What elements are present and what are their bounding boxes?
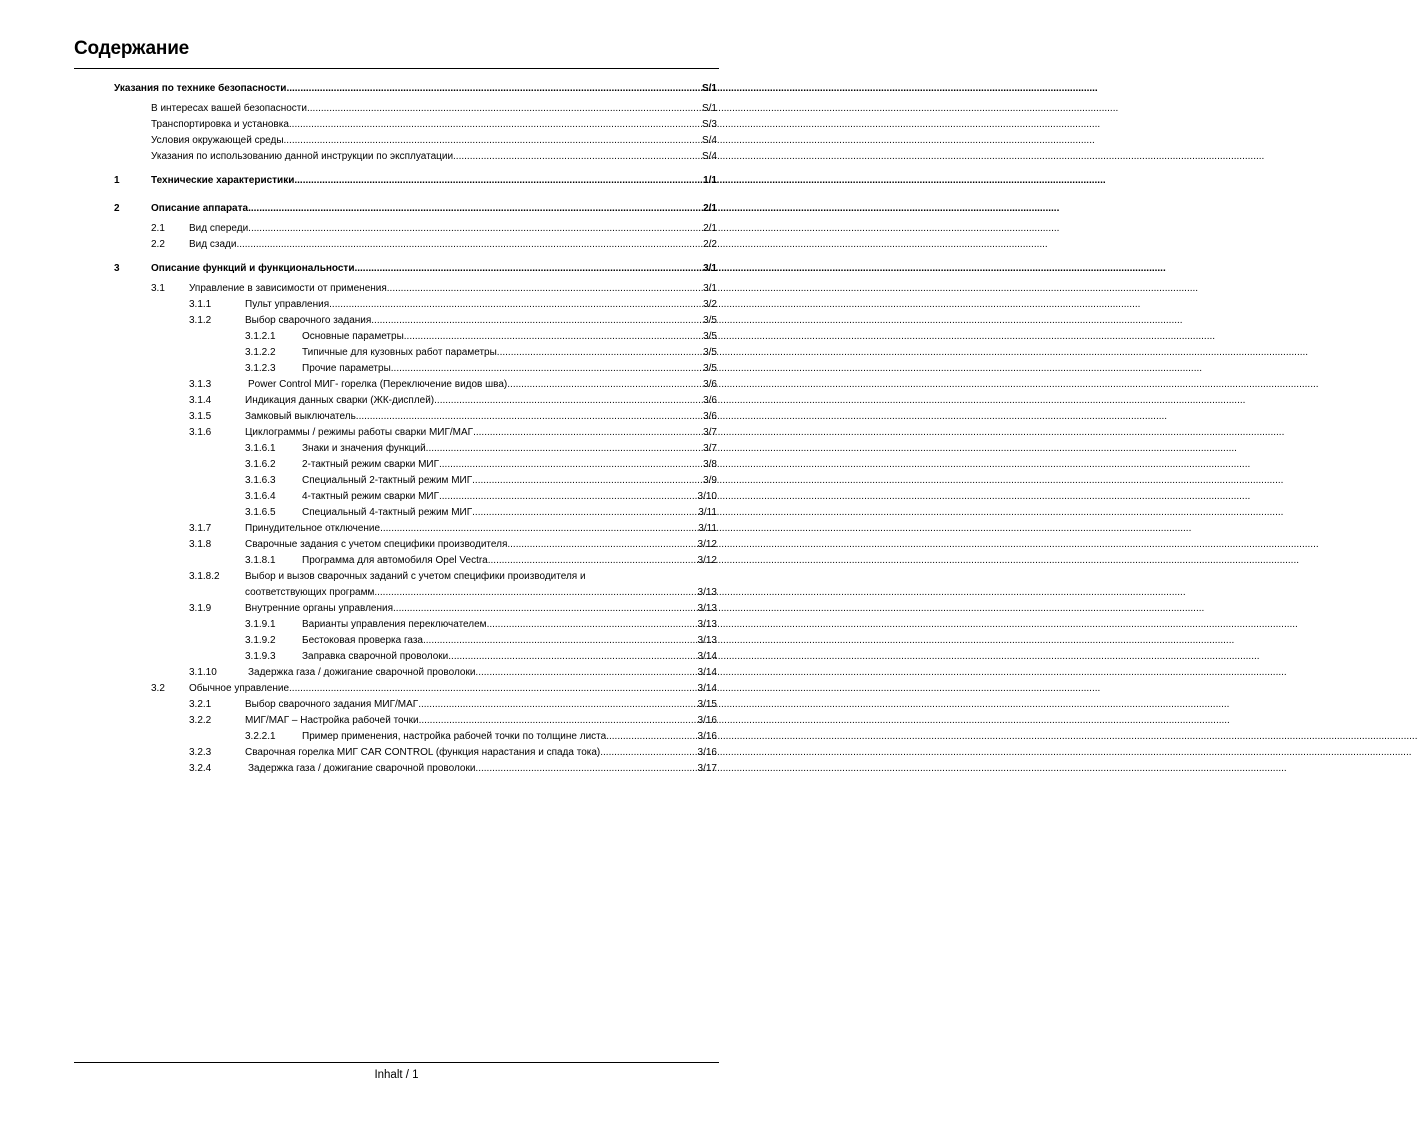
toc-entry[interactable] [245,362,717,376]
toc-entry[interactable] [189,522,717,536]
toc-entry[interactable] [151,282,717,296]
toc-entry[interactable] [245,474,717,488]
toc-entry-title: Указания по технике безопасности [114,83,287,94]
toc-entry-page: S/3 [701,119,717,130]
toc-entry-number: 3.2 [151,683,165,694]
toc-entry-page: 3/2 [703,299,717,310]
toc-entry-title: МИГ/МАГ – Настройка рабочей точки [245,715,419,726]
toc-entry-page: 3/17 [697,763,717,774]
toc-entry-title: 4-тактный режим сварки МИГ [302,491,439,502]
toc-entry-number: 3.1.2 [189,315,212,326]
toc-dot-leader [391,362,702,376]
toc-entry-page: 3/5 [703,347,717,358]
toc-dot-leader [472,474,702,488]
toc-entry[interactable] [189,714,717,728]
toc-entry-title: Варианты управления переключателем [302,619,487,630]
toc-entry-number: 3.1.4 [189,395,212,406]
toc-entry[interactable] [189,314,717,328]
toc-entry-title: Описание функций и функциональности [151,263,355,274]
toc-entry-title: 2-тактный режим сварки МИГ [302,459,439,470]
toc-entry-title: Сварочные задания с учетом специфики производителя [245,539,508,550]
toc-dot-leader [497,346,702,360]
toc-entry-page: 2/1 [703,223,717,234]
toc-entry-title: Знаки и значения функций [302,443,426,454]
toc-entry-title: Индикация данных сварки (ЖК-дисплей) [245,395,435,406]
toc-entry-page: 3/5 [703,315,717,326]
toc-dot-leader [284,134,701,148]
toc-entry-number: 2 [114,203,120,214]
toc-dot-leader [387,282,702,296]
toc-entry[interactable] [189,698,717,712]
toc-entry-page: 3/12 [697,555,717,566]
toc-entry[interactable] [151,222,717,236]
toc-entry[interactable] [245,442,717,456]
toc-entry[interactable] [151,150,717,164]
toc-entry-number: 3.1.6.2 [245,459,276,470]
toc-dot-leader [371,314,702,328]
toc-entry-title: Транспортировка и установка [151,119,289,130]
toc-dot-leader [475,666,696,680]
toc-entry-page: S/4 [701,151,717,162]
header-rule [74,68,719,69]
toc-entry[interactable] [245,506,717,520]
toc-entry-page: 3/13 [697,587,717,598]
toc-dot-leader [423,634,697,648]
toc-entry-title: Бестоковая проверка газа [302,635,423,646]
toc-entry-number: 3.1.2.2 [245,347,276,358]
toc-entry-page: 3/8 [703,459,717,470]
toc-entry-title: Задержка газа / дожигание сварочной проволоки [248,667,476,678]
toc-entry-title: Заправка сварочной проволоки [302,651,449,662]
toc-entry-page: 3/6 [703,379,717,390]
toc-entry[interactable] [189,602,717,616]
toc-dot-leader [380,522,697,536]
toc-entry-title: Выбор сварочного задания [245,315,372,326]
toc-entry-number: 3.2.1 [189,699,212,710]
toc-dot-leader [418,698,696,712]
toc-entry-number: 3.1.7 [189,523,212,534]
toc-entry[interactable] [151,118,717,132]
toc-entry-title: Задержка газа / дожигание сварочной проволоки [248,763,476,774]
toc-dot-leader [286,82,701,96]
toc-entry[interactable] [114,174,717,188]
toc-entry-title: Сварочная горелка МИГ CAR CONTROL (функция нарастания и спада тока) [245,747,601,758]
toc-entry-page: 3/12 [697,539,717,550]
toc-entry[interactable] [245,586,717,600]
toc-dot-leader [472,506,697,520]
toc-dot-leader [294,174,702,188]
toc-entry-page: 3/14 [697,683,717,694]
toc-dot-leader [393,602,697,616]
toc-entry-title: Пульт управления [245,299,330,310]
toc-entry[interactable] [189,394,717,408]
toc-entry-title: Специальный 4-тактный режим МИГ [302,507,473,518]
toc-entry[interactable] [189,378,717,392]
toc-dot-leader [606,730,696,744]
toc-entry-title: Внутренние органы управления [245,603,394,614]
toc-entry-page: S/4 [701,135,717,146]
toc-entry-title: Выбор сварочного задания МИГ/МАГ [245,699,419,710]
toc-entry[interactable] [245,346,717,360]
toc-dot-leader [448,650,696,664]
toc-entry-number: 2.2 [151,239,165,250]
toc-dot-leader [289,118,701,132]
toc-entry[interactable] [245,650,717,664]
toc-entry-number: 3.2.3 [189,747,212,758]
toc-entry-number: 1 [114,175,120,186]
toc-entry-page: 3/11 [698,507,717,518]
toc-dot-leader [439,458,702,472]
toc-entry-page: 3/11 [698,523,717,534]
toc-entry-page: 3/5 [703,331,717,342]
toc-entry-page: 3/16 [697,731,717,742]
toc-entry-title: Специальный 2-тактный режим МИГ [302,475,473,486]
toc-entry-title: В интересах вашей безопасности [151,103,307,114]
toc-entry-page: 3/16 [697,747,717,758]
toc-entry-title: Прочие параметры [302,363,391,374]
toc-entry-page: 3/13 [697,635,717,646]
toc-entry[interactable] [245,490,717,504]
toc-dot-leader [473,426,702,440]
toc-entry[interactable] [114,82,717,96]
toc-entry[interactable] [189,570,717,584]
toc-entry-number: 3.2.2.1 [245,731,276,742]
toc-entry[interactable] [189,762,717,776]
toc-entry-page: 3/5 [703,363,717,374]
toc-entry[interactable] [245,330,717,344]
toc-entry[interactable] [245,634,717,648]
toc-dot-leader [248,202,702,216]
toc-entry-page: 3/13 [697,603,717,614]
toc-dot-leader [488,554,697,568]
toc-entry-number: 3.1.6.4 [245,491,276,502]
toc-entry-title: Обычное управление [189,683,290,694]
toc-dot-leader [507,378,702,392]
toc-entry-title: Принудительное отключение [245,523,381,534]
toc-entry-title: соответствующих программ [245,587,375,598]
toc-entry[interactable] [189,538,717,552]
toc-dot-leader [426,442,702,456]
toc-entry-page: 3/7 [703,443,717,454]
toc-entry-title: Замковый выключатель [245,411,356,422]
toc-entry[interactable] [189,298,717,312]
toc-entry-title: Программа для автомобиля Opel Vectra [302,555,488,566]
toc-entry-page: 3/16 [697,715,717,726]
toc-entry[interactable] [189,410,717,424]
page-title: Содержание [74,38,190,59]
toc-entry-title: Power Control МИГ- горелка (Переключение видов шва) [248,379,508,390]
toc-dot-leader [374,586,696,600]
toc-entry-number: 3.1.1 [189,299,212,310]
toc-entry-page: S/1 [701,103,717,114]
toc-entry-page: 3/14 [697,651,717,662]
toc-entry-title: Управление в зависимости от применения [189,283,387,294]
toc-entry-title: Описание аппарата [151,203,249,214]
toc-entry-number: 3.2.4 [189,763,212,774]
toc-entry-title: Выбор и вызов сварочных заданий с учетом специфики производителя и [245,571,586,582]
toc-entry-page: 3/6 [703,395,717,406]
toc-dot-leader [329,298,702,312]
toc-entry-number: 3.1 [151,283,165,294]
toc-entry-page: 3/7 [703,427,717,438]
toc-dot-leader [600,746,696,760]
toc-entry-page: 3/6 [703,411,717,422]
toc-entry-page: 3/9 [703,475,717,486]
toc-entry-title: Основные параметры [302,331,404,342]
toc-entry[interactable] [189,746,717,760]
toc-entry-number: 3.1.8.1 [245,555,276,566]
toc-entry-title: Типичные для кузовных работ параметры [302,347,497,358]
toc-entry[interactable] [245,730,717,744]
toc-dot-leader [236,238,702,252]
toc-entry-number: 3.1.3 [189,379,212,390]
toc-dot-leader [404,330,702,344]
toc-dot-leader [475,762,696,776]
toc-entry-title: Циклограммы / режимы работы сварки МИГ/МАГ [245,427,474,438]
toc-dot-leader [307,102,701,116]
toc-entry[interactable] [151,682,717,696]
toc-entry-page: 3/10 [697,491,717,502]
toc-entry-number: 2.1 [151,223,165,234]
toc-entry-page: 3/1 [703,283,717,294]
page-footer: Inhalt / 1 [374,1069,419,1081]
toc-dot-leader [434,394,702,408]
toc-entry-number: 3.1.2.3 [245,363,276,374]
toc-entry-number: 3.1.9 [189,603,212,614]
toc-dot-leader [419,714,697,728]
toc-entry-number: 3.1.9.3 [245,651,276,662]
toc-entry-page: 1/1 [703,175,717,186]
toc-entry[interactable] [189,426,717,440]
toc-entry[interactable] [151,238,717,252]
toc-entry-number: 3.1.6.1 [245,443,276,454]
toc-entry-number: 3.1.10 [189,667,217,678]
toc-entry-number: 3.1.6.3 [245,475,276,486]
toc-entry-page: 3/15 [697,699,717,710]
toc-dot-leader [289,682,697,696]
toc-entry-page: S/1 [701,83,717,94]
toc-entry-number: 3.1.9.2 [245,635,276,646]
toc-entry-page: 3/13 [697,619,717,630]
toc-dot-leader [507,538,696,552]
toc-entry[interactable] [189,666,717,680]
toc-entry-number: 3.1.8.2 [189,571,220,582]
toc-entry[interactable] [151,102,717,116]
toc-entry[interactable] [151,134,717,148]
toc-entry[interactable] [245,554,717,568]
toc-entry[interactable] [114,202,717,216]
toc-entry-page: 3/1 [703,263,717,274]
toc-entry[interactable] [245,458,717,472]
toc-entry-title: Вид сзади [189,239,237,250]
toc-dot-leader [439,490,697,504]
toc-entry-number: 3.1.5 [189,411,212,422]
toc-entry[interactable] [245,618,717,632]
toc-entry-page: 2/2 [703,239,717,250]
toc-entry[interactable] [114,262,717,276]
toc-entry-number: 3.1.8 [189,539,212,550]
footer-rule [74,1062,719,1063]
toc-entry-title: Условия окружающей среды [151,135,284,146]
toc-entry-number: 3 [114,263,120,274]
toc-dot-leader [487,618,697,632]
table-of-contents [0,82,793,802]
toc-dot-leader [354,262,702,276]
toc-dot-leader [453,150,701,164]
toc-dot-leader [248,222,702,236]
toc-entry-number: 3.1.9.1 [245,619,276,630]
toc-entry-title: Вид спереди [189,223,249,234]
toc-entry-number: 3.2.2 [189,715,212,726]
toc-entry-number: 3.1.2.1 [245,331,276,342]
toc-entry-title: Указания по использованию данной инструкции по эксплуатации [151,151,454,162]
toc-entry-page: 3/14 [697,667,717,678]
toc-entry-number: 3.1.6 [189,427,212,438]
toc-entry-number: 3.1.6.5 [245,507,276,518]
toc-entry-title: Технические характеристики [151,175,295,186]
toc-entry-page: 2/1 [703,203,717,214]
toc-entry-title: Пример применения, настройка рабочей точки по толщине листа [302,731,607,742]
toc-dot-leader [356,410,702,424]
